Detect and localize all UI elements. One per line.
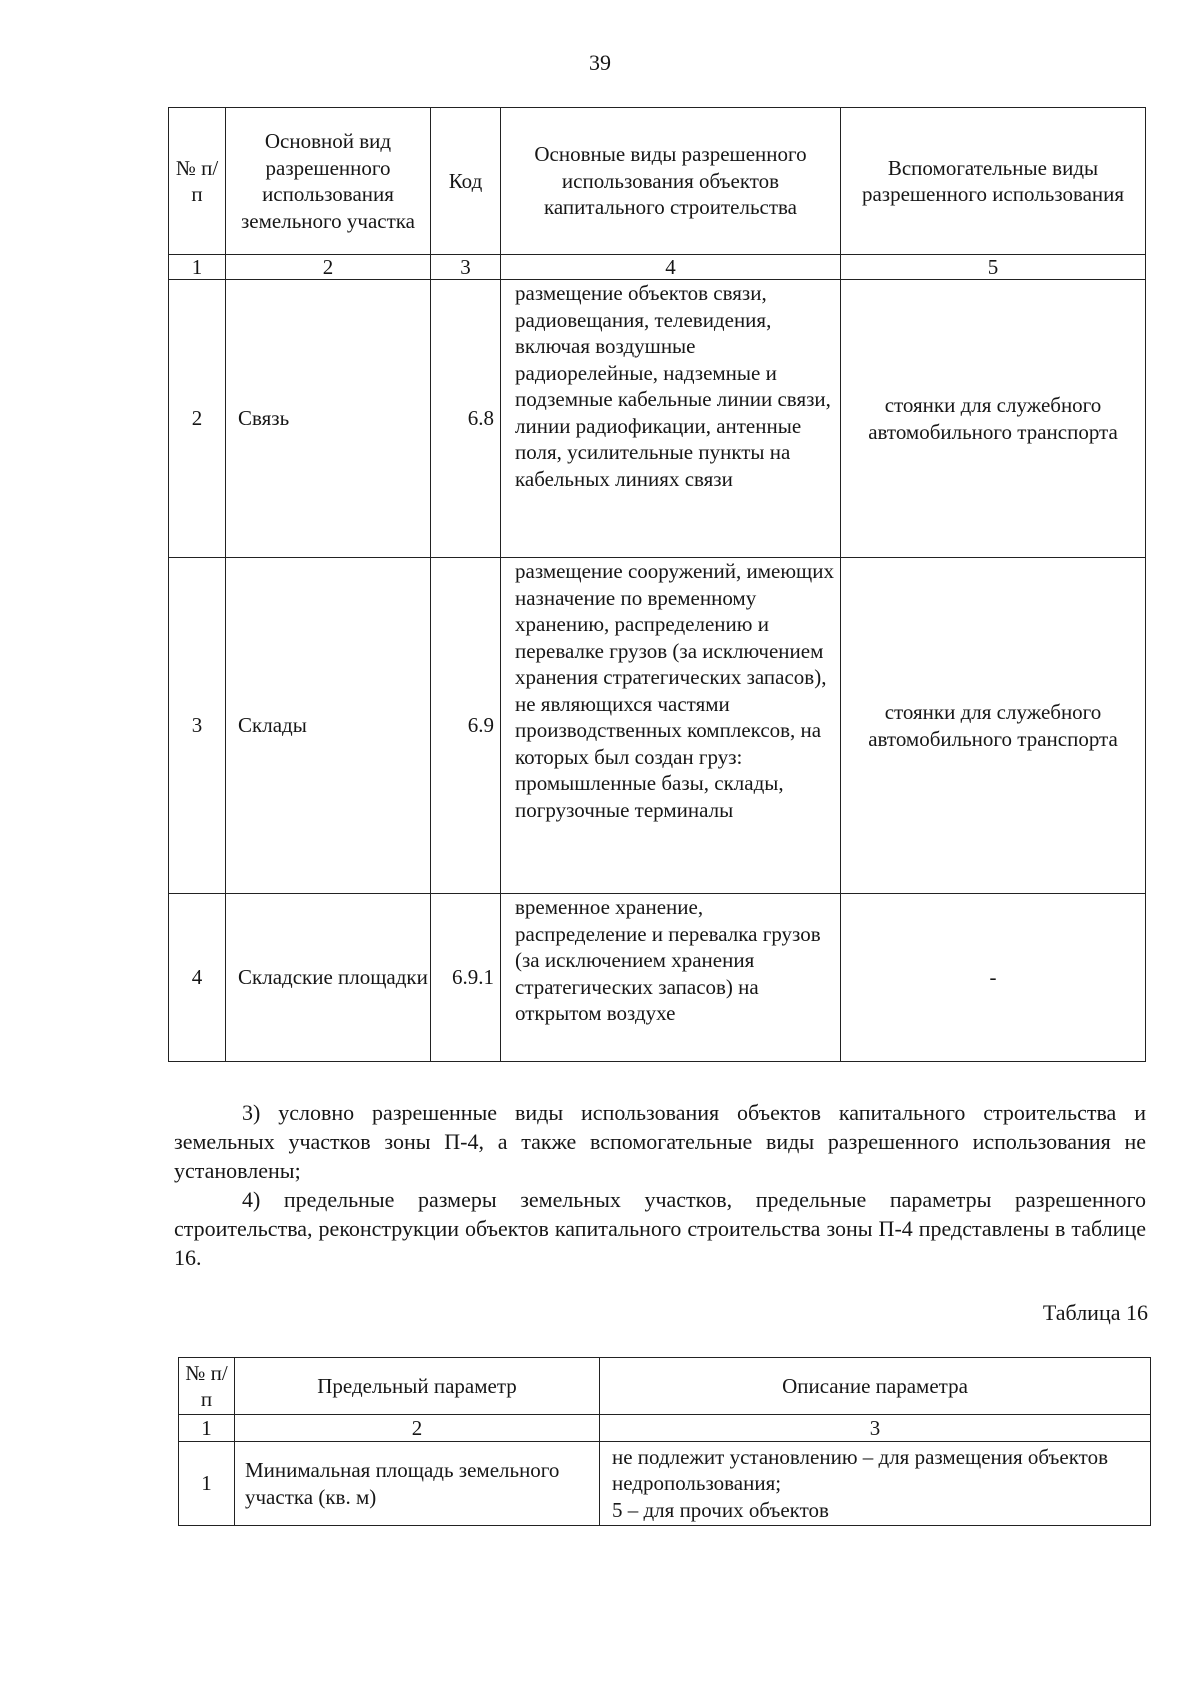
header-cell-code: Код bbox=[431, 108, 501, 255]
row-main-type: Связь bbox=[226, 280, 431, 558]
row-number: 3 bbox=[169, 558, 226, 894]
row-main-uses: размещение объектов связи, радиовещания, телевидения, включая воздушные радиорелейные, надземные и подземные кабельные линии связи, линии радиофикации, антенные поля, усилительные пункты на кабельных линиях связи bbox=[501, 280, 841, 558]
header-cell-num: № п/п bbox=[169, 108, 226, 255]
column-number: 5 bbox=[841, 255, 1146, 280]
header-cell-main-uses: Основные виды разрешенного использования объектов капитального строительства bbox=[501, 108, 841, 255]
row-code: 6.9.1 bbox=[431, 894, 501, 1062]
row-parameter: Минимальная площадь земельного участка (кв. м) bbox=[235, 1442, 600, 1526]
table-row bbox=[169, 280, 1146, 558]
row-number: 4 bbox=[169, 894, 226, 1062]
column-number: 1 bbox=[169, 255, 226, 280]
row-number: 2 bbox=[169, 280, 226, 558]
table-row bbox=[179, 1442, 1151, 1526]
header-cell-main-type: Основной вид разрешенного использования земельного участка bbox=[226, 108, 431, 255]
page-number: 39 bbox=[589, 50, 611, 75]
table-caption: Таблица 16 bbox=[1042, 1300, 1148, 1325]
row-code: 6.9 bbox=[431, 558, 501, 894]
row-description bbox=[600, 1442, 1151, 1526]
header-cell-parameter: Предельный параметр bbox=[235, 1358, 600, 1415]
header-cell-aux-uses: Вспомогательные виды разрешенного использования bbox=[841, 108, 1146, 255]
row-main-type: Склады bbox=[226, 558, 431, 894]
row-aux-uses: - bbox=[841, 894, 1146, 1062]
row-aux-uses: стоянки для служебного автомобильного транспорта bbox=[841, 558, 1146, 894]
table-row bbox=[169, 894, 1146, 1062]
row-aux-uses: стоянки для служебного автомобильного транспорта bbox=[841, 280, 1146, 558]
row-main-uses: временное хранение, распределение и перевалка грузов (за исключением хранения стратегических запасов) на открытом воздухе bbox=[501, 894, 841, 1062]
column-number-row bbox=[179, 1415, 1151, 1442]
column-number: 3 bbox=[600, 1415, 1151, 1442]
row-number: 1 bbox=[179, 1442, 235, 1526]
column-number-row bbox=[169, 255, 1146, 280]
column-number: 4 bbox=[501, 255, 841, 280]
land-use-table bbox=[168, 107, 1146, 1062]
limit-parameters-table bbox=[178, 1357, 1151, 1526]
description-line: не подлежит установлению – для размещения объектов недропользования; bbox=[612, 1444, 1108, 1496]
row-code: 6.8 bbox=[431, 280, 501, 558]
table-row bbox=[169, 558, 1146, 894]
header-cell-description: Описание параметра bbox=[600, 1358, 1151, 1415]
column-number: 2 bbox=[226, 255, 431, 280]
column-number: 3 bbox=[431, 255, 501, 280]
column-number: 2 bbox=[235, 1415, 600, 1442]
paragraph-conditional-uses: 3) условно разрешенные виды использования объектов капитального строительства и земельных участков зоны П-4, а также вспомогательные виды разрешенного использования не установлены; bbox=[174, 1100, 1146, 1183]
column-number: 1 bbox=[179, 1415, 235, 1442]
paragraph-limit-parameters: 4) предельные размеры земельных участков, предельные параметры разрешенного строительства, реконструкции объектов капитального строительства зоны П-4 представлены в таблице 16. bbox=[174, 1187, 1146, 1270]
row-main-type: Складские площадки bbox=[226, 894, 431, 1062]
header-row bbox=[169, 108, 1146, 255]
row-main-uses: размещение сооружений, имеющих назначение по временному хранению, распределению и перевалке грузов (за исключением хранения стратегических запасов), не являющихся частями производственных комплексов, на которых был создан груз: промышленные базы, склады, погрузочные терминалы bbox=[501, 558, 841, 894]
header-cell-num: № п/п bbox=[179, 1358, 235, 1415]
description-line: 5 – для прочих объектов bbox=[612, 1497, 829, 1522]
header-row bbox=[179, 1358, 1151, 1415]
